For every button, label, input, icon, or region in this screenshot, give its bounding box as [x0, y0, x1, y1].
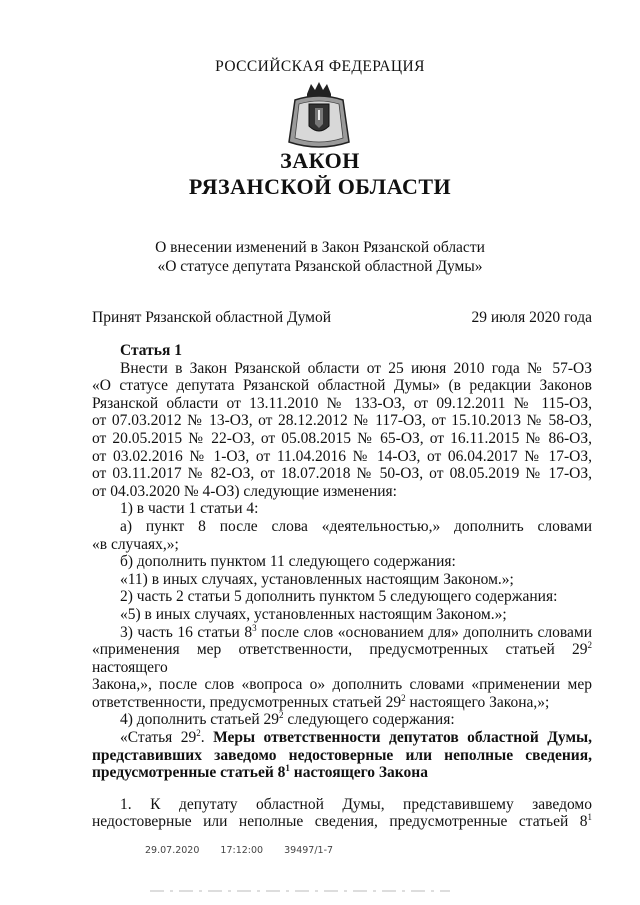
intro-line: Рязанской области от 13.11.2010 № 133-ОЗ, от 09.12.2011 № 115-ОЗ, — [92, 394, 592, 412]
adoption-date: 29 июля 2020 года — [471, 309, 592, 326]
item-3-line4: ответственности, предусмотренных статьей $29^2$ настоящего Закона,»; — [92, 692, 550, 711]
intro-line: «О статусе депутата Рязанской областной Думы» (в редакции Законов — [92, 377, 592, 395]
ryazan-coat-of-arms-icon — [285, 80, 353, 152]
item-3-line2: «применения мер ответственности, предусмотренных статьей $29^2$ настоящего — [92, 639, 592, 676]
page-footer — [145, 845, 333, 856]
item-4: 4) дополнить статьей $29^2$ следующего содержания: — [120, 710, 455, 729]
point-1-line2: недостоверные или неполные сведения, предусмотренные статьей $8^1$ — [92, 812, 592, 831]
item-3-line1: 3) часть 16 статьи $8^3$ после слов «основанием для» дополнить словами — [120, 622, 592, 641]
law-title-line1: ЗАКОН — [280, 148, 360, 173]
item-1b: б) дополнить пунктом 11 следующего содержания: — [120, 553, 456, 571]
law-title-line2: РЯЗАНСКОЙ ОБЛАСТИ — [188, 174, 452, 199]
new-article-title-line1: «Статья $29^2$. Меры ответственности депутатов областной Думы, — [120, 727, 592, 747]
new-article-title-line2: представивших заведомо недостоверные или неполные сведения, — [92, 746, 592, 764]
item-1: 1) в части 1 статьи 4: — [120, 500, 259, 518]
scan-artifact-divider — [150, 889, 450, 893]
article-heading: Статья 1 — [120, 342, 182, 359]
point-1-line1: 1. К депутату областной Думы, представившему заведомо — [120, 795, 592, 813]
intro-line: от 03.11.2017 № 82-ОЗ, от 18.07.2018 № 50-ОЗ, от 08.05.2019 № 17-ОЗ, — [92, 465, 592, 483]
item-1b-quote: «11) в иных случаях, установленных настоящим Законом.»; — [120, 570, 514, 588]
intro-line: Внести в Закон Рязанской области от 25 июня 2010 года № 57-ОЗ — [120, 359, 592, 377]
footer-timestamp: 29.07.2020 17:12:00 — [145, 845, 264, 856]
item-1a-line2: «в случаях,»; — [92, 535, 179, 553]
law-subject — [0, 238, 640, 276]
new-article-title-line3: предусмотренные статьей $8^1$ настоящего Закона — [92, 763, 428, 782]
item-2-quote: «5) в иных случаях, установленных настоящим Законом.»; — [120, 605, 507, 623]
country-heading: РОССИЙСКАЯ ФЕДЕРАЦИЯ — [215, 58, 425, 75]
adopted-by: Принят Рязанской областной Думой — [92, 309, 332, 326]
footer-doc-number: 39497/1-7 — [284, 845, 334, 856]
intro-line: от 07.03.2012 № 13-ОЗ, от 28.12.2012 № 117-ОЗ, от 15.10.2013 № 58-ОЗ, — [92, 412, 592, 430]
article-body — [92, 342, 592, 831]
subject-line2: «О статусе депутата Рязанской областной Думы» — [157, 258, 483, 275]
intro-line-last: от 04.03.2020 № 4-ОЗ) следующие изменения: — [92, 482, 397, 500]
item-1a-line1: а) пункт 8 после слова «деятельностью,» дополнить словами — [120, 517, 592, 535]
intro-line: от 20.05.2015 № 22-ОЗ, от 05.08.2015 № 65-ОЗ, от 16.11.2015 № 86-ОЗ, — [92, 429, 592, 447]
subject-line1: О внесении изменений в Закон Рязанской области — [155, 239, 485, 256]
intro-line: от 03.02.2016 № 1-ОЗ, от 11.04.2016 № 14-ОЗ, от 06.04.2017 № 17-ОЗ, — [92, 447, 592, 465]
law-title — [0, 148, 640, 200]
item-3-line3: Закона,», после слов «вопроса о» дополнить словами «применении мер — [92, 676, 592, 694]
item-2: 2) часть 2 статьи 5 дополнить пунктом 5 следующего содержания: — [120, 588, 558, 606]
